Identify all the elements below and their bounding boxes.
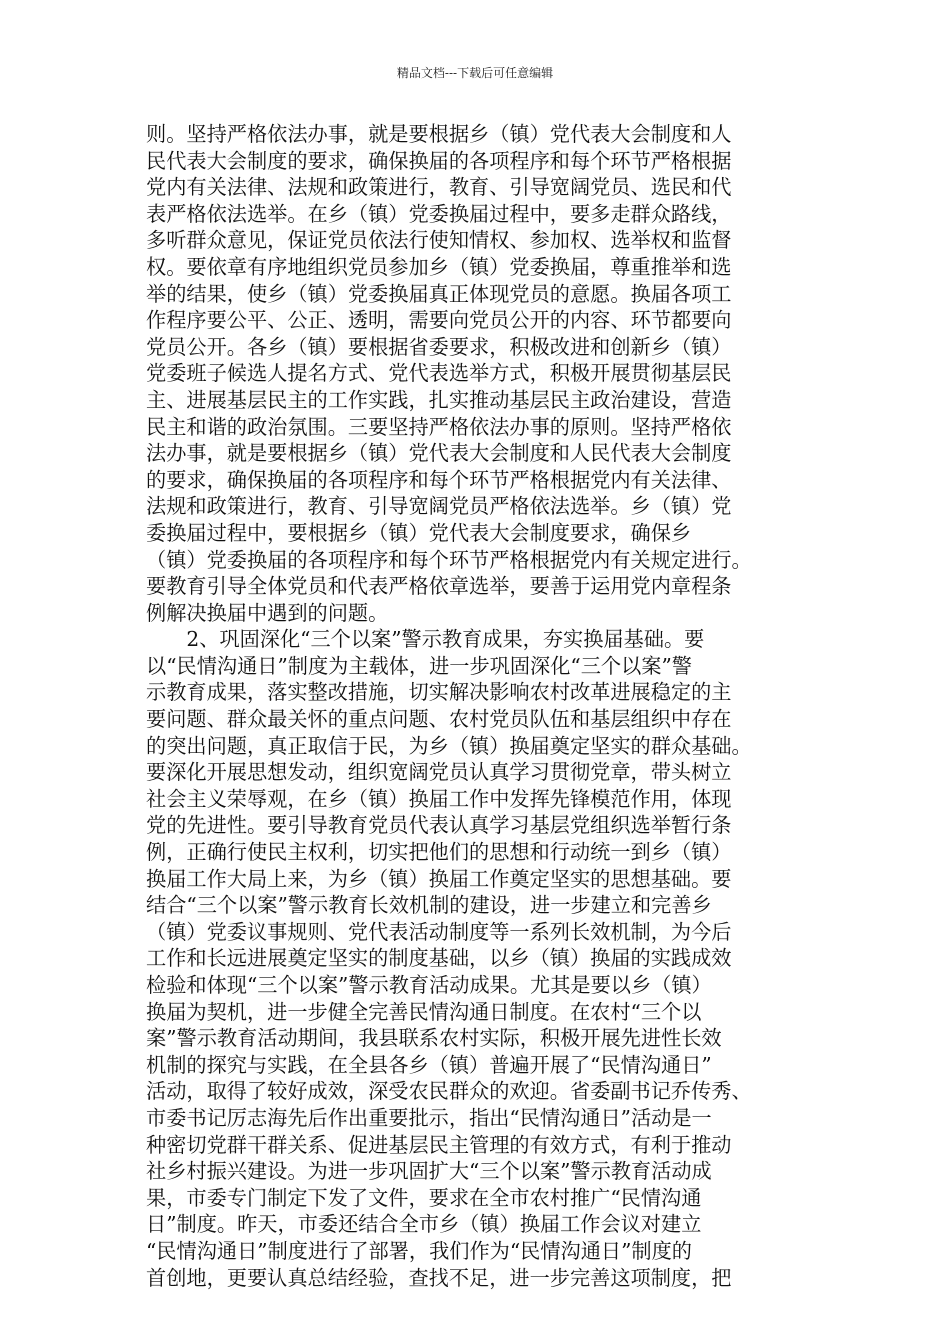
text-line: 活动，取得了较好成效，深受农民群众的欢迎。省委副书记乔传秀、: [146, 1079, 752, 1104]
text-line: 法办事，就是要根据乡（镇）党代表大会制度和人民代表大会制度: [146, 441, 732, 466]
text-line: 果，市委专门制定下发了文件，要求在全市农村推广“民情沟通: [146, 1185, 702, 1210]
text-line: 种密切党群干群关系、促进基层民主管理的有效方式，有利于推动: [146, 1132, 732, 1157]
text-line: 作程序要公平、公正、透明，需要向党员公开的内容、环节都要向: [146, 308, 732, 333]
text-line: 机制的探究与实践，在全县各乡（镇）普遍开展了“民情沟通日”: [146, 1052, 712, 1077]
text-line: 的突出问题，真正取信于民，为乡（镇）换届奠定坚实的群众基础。: [146, 733, 752, 758]
document-body: [146, 121, 826, 1291]
text-line: 多听群众意见，保证党员依法行使知情权、参加权、选举权和监督: [146, 228, 732, 253]
text-line: 的要求，确保换届的各项程序和每个环节严格根据党内有关法律、: [146, 467, 732, 492]
text-line: 换届工作大局上来，为乡（镇）换届工作奠定坚实的思想基础。要: [146, 866, 732, 891]
text-line: 案”警示教育活动期间，我县联系农村实际，积极开展先进性长效: [146, 1026, 722, 1051]
text-line: 例，正确行使民主权利，切实把他们的思想和行动统一到乡（镇）: [146, 840, 732, 865]
text-line: 工作和长远进展奠定坚实的制度基础，以乡（镇）换届的实践成效: [146, 946, 732, 971]
text-line: 示教育成果，落实整改措施，切实解决影响农村改革进展稳定的主: [146, 680, 732, 705]
text-line: 市委书记厉志海先后作出重要批示，指出“民情沟通日”活动是一: [146, 1105, 712, 1130]
text-line: 社乡村振兴建设。为进一步巩固扩大“三个以案”警示教育活动成: [146, 1159, 712, 1184]
text-line: 以“民情沟通日”制度为主载体，进一步巩固深化“三个以案”警: [146, 653, 692, 678]
text-line: 法规和政策进行，教育、引导宽阔党员严格依法选举。乡（镇）党: [146, 494, 732, 519]
text-line: 首创地，更要认真总结经验，查找不足，进一步完善这项制度，把: [146, 1265, 732, 1290]
text-line: 表严格依法选举。在乡（镇）党委换届过程中，要多走群众路线，: [146, 201, 732, 226]
text-line: 换届为契机，进一步健全完善民情沟通日制度。在农村“三个以: [146, 999, 702, 1024]
text-line: 委换届过程中，要根据乡（镇）党代表大会制度要求，确保乡: [146, 520, 692, 545]
text-line: 则。坚持严格依法办事，就是要根据乡（镇）党代表大会制度和人: [146, 122, 732, 146]
text-line: 民代表大会制度的要求，确保换届的各项程序和每个环节严格根据: [146, 148, 732, 173]
text-line: 要深化开展思想发动，组织宽阔党员认真学习贯彻党章，带头树立: [146, 760, 732, 785]
text-line: “民情沟通日”制度进行了部署，我们作为“民情沟通日”制度的: [146, 1238, 692, 1263]
text-line: 日”制度。昨天，市委还结合全市乡（镇）换届工作会议对建立: [146, 1212, 702, 1237]
text-line: 检验和体现“三个以案”警示教育活动成果。尤其是要以乡（镇）: [146, 973, 712, 997]
text-line: 权。要依章有序地组织党员参加乡（镇）党委换届，尊重推举和选: [146, 254, 732, 279]
text-line: 党的先进性。要引导教育党员代表认真学习基层党组织选举暂行条: [146, 813, 732, 838]
text-line: 例解决换届中遇到的问题。: [146, 600, 389, 625]
text-line: 要教育引导全体党员和代表严格依章选举，要善于运用党内章程条: [146, 574, 732, 599]
text-line: （镇）党委议事规则、党代表活动制度等一系列长效机制，为今后: [146, 919, 732, 944]
text-line: 社会主义荣辱观，在乡（镇）换届工作中发挥先锋模范作用，体现: [146, 786, 732, 811]
text-line: 主、进展基层民主的工作实践，扎实推动基层民主政治建设，营造: [146, 387, 732, 412]
text-line: 党委班子候选人提名方式、党代表选举方式，积极开展贯彻基层民: [146, 361, 732, 386]
text-line: 举的结果，使乡（镇）党委换届真正体现党员的意愿。换届各项工: [146, 281, 732, 306]
page-header: 精品文档---下载后可任意编辑: [396, 66, 554, 80]
text-line: 民主和谐的政治氛围。三要坚持严格依法办事的原则。坚持严格依: [146, 414, 732, 439]
text-line: 党员公开。各乡（镇）要根据省委要求，积极改进和创新乡（镇）: [146, 334, 732, 359]
text-line: 结合“三个以案”警示教育长效机制的建设，进一步建立和完善乡: [146, 893, 712, 918]
text-line: 党内有关法律、法规和政策进行，教育、引导宽阔党员、选民和代: [146, 175, 732, 200]
paragraph-start-line: 2、巩固深化“三个以案”警示教育成果，夯实换届基础。要: [146, 627, 705, 652]
text-line: 要问题、群众最关怀的重点问题、农村党员队伍和基层组织中存在: [146, 707, 732, 732]
text-line: （镇）党委换届的各项程序和每个环节严格根据党内有关规定进行。: [146, 547, 752, 572]
